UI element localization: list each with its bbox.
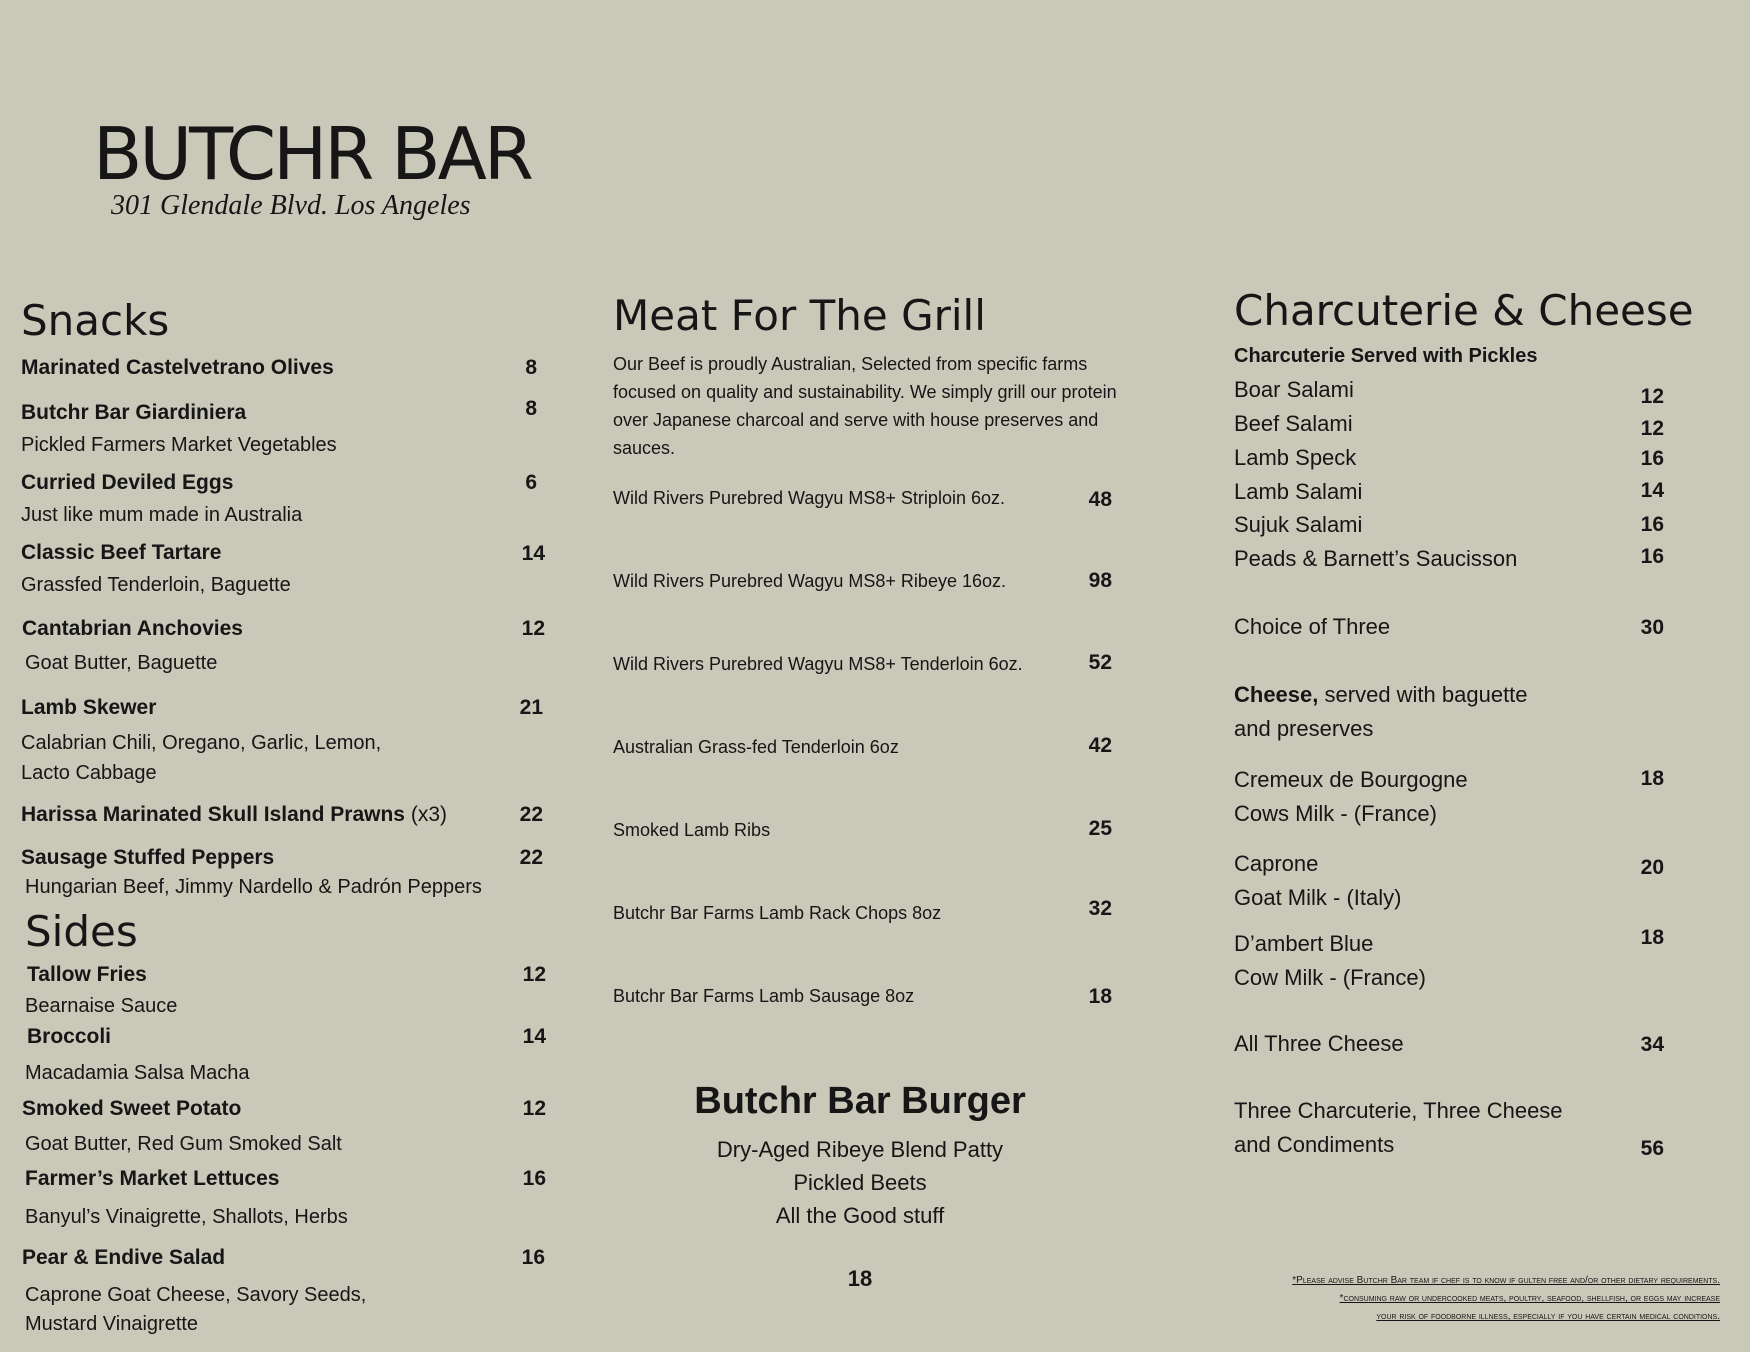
snacks-title: Snacks <box>21 296 170 345</box>
menu-item-desc: Mustard Vinaigrette <box>25 1313 199 1335</box>
choice-of-three: Choice of Three <box>1234 614 1391 639</box>
menu-item-name: Lamb Salami <box>1234 479 1363 504</box>
disclaimer-line: your risk of foodborne illness, especially if you have certain medical conditions. <box>1376 1311 1720 1322</box>
menu-item-name: Curried Deviled Eggs <box>21 471 234 494</box>
menu-item-desc: Lacto Cabbage <box>21 762 157 784</box>
menu-item-price: 12 <box>522 963 546 986</box>
menu-item-name: Cantabrian Anchovies <box>22 617 243 640</box>
menu-item-desc: Calabrian Chili, Oregano, Garlic, Lemon, <box>21 732 382 754</box>
burger-price: 18 <box>847 1266 873 1291</box>
menu-item-price: 18 <box>1640 926 1664 949</box>
menu-item-price: 8 <box>525 397 537 420</box>
menu-item-price: 12 <box>1640 417 1664 440</box>
menu-item-price: 20 <box>1640 856 1664 879</box>
menu-item-price: 16 <box>1640 545 1664 568</box>
menu-item-name: Pear & Endive Salad <box>22 1246 226 1269</box>
menu-item-price: 12 <box>1640 385 1664 408</box>
disclaimer-line: *consuming raw or undercooked meats, poultry, seafood, shellfish, or eggs may increase <box>1339 1293 1720 1304</box>
combo-line: and Condiments <box>1234 1132 1395 1157</box>
menu-item-price: 8 <box>525 356 537 379</box>
choice-of-three-price: 30 <box>1640 616 1664 639</box>
menu-item-price: 18 <box>1088 985 1112 1008</box>
menu-item-name: Sausage Stuffed Peppers <box>21 846 275 869</box>
menu-item-name-wrap <box>21 803 447 827</box>
menu-item-name: Harissa Marinated Skull Island Prawns <box>21 803 405 826</box>
burger-desc-line: Pickled Beets <box>793 1170 927 1195</box>
menu-item-desc: Hungarian Beef, Jimmy Nardello & Padrón Peppers <box>25 876 482 898</box>
menu-item-name: Boar Salami <box>1234 377 1354 402</box>
menu-item-price: 12 <box>521 617 545 640</box>
charcuterie-title: Charcuterie & Cheese <box>1234 286 1694 335</box>
menu-item-name: Wild Rivers Purebred Wagyu MS8+ Striploin 6oz. <box>613 488 1005 508</box>
menu-item-price: 22 <box>519 803 543 826</box>
menu-item-name: Marinated Castelvetrano Olives <box>21 356 334 379</box>
menu-item-price: 98 <box>1088 569 1112 592</box>
menu-item-price: 14 <box>521 542 545 565</box>
menu-item-name: Sujuk Salami <box>1234 512 1363 537</box>
burger-desc-line: Dry-Aged Ribeye Blend Patty <box>716 1137 1004 1162</box>
menu-item-desc: Macadamia Salsa Macha <box>25 1062 250 1084</box>
menu-item-name: Wild Rivers Purebred Wagyu MS8+ Tenderloin 6oz. <box>613 654 1023 674</box>
menu-item-desc: Goat Butter, Red Gum Smoked Salt <box>25 1133 342 1155</box>
menu-item-price: 14 <box>1640 479 1664 502</box>
menu-item-price: 32 <box>1088 897 1112 920</box>
brand-address: 301 Glendale Blvd. Los Angeles <box>111 190 471 221</box>
disclaimer-line: *Please advise Butchr Bar team if chef is to know if gulten free and/or other dietary requirements. <box>1292 1275 1720 1286</box>
menu-item-price: 48 <box>1088 488 1112 511</box>
all-three-cheese: All Three Cheese <box>1234 1031 1404 1056</box>
menu-item-name: Broccoli <box>27 1025 112 1048</box>
menu-item-price: 16 <box>1640 513 1664 536</box>
menu-item-name: Butchr Bar Giardiniera <box>21 401 247 424</box>
menu-item-desc: Goat Butter, Baguette <box>25 652 218 674</box>
grill-intro: Our Beef is proudly Australian, Selected from specific farms focused on quality and sustainability. We simply grill our protein over Japanese charcoal and serve with house preserves and sauces. <box>613 354 1117 458</box>
combo-line: Three Charcuterie, Three Cheese <box>1234 1098 1563 1123</box>
menu-item-name: Smoked Sweet Potato <box>22 1097 242 1120</box>
menu-item-name: Australian Grass-fed Tenderloin 6oz <box>613 737 899 757</box>
burger-desc-line: All the Good stuff <box>775 1203 945 1228</box>
menu-item-desc: Goat Milk - (Italy) <box>1234 885 1402 910</box>
menu-item-name-suffix: (x3) <box>410 803 447 826</box>
menu-item-price: 21 <box>519 696 543 719</box>
menu-item-price: 16 <box>521 1246 545 1269</box>
menu-item-price: 14 <box>522 1025 546 1048</box>
menu-item-desc: Grassfed Tenderloin, Baguette <box>21 574 291 596</box>
menu-item-price: 52 <box>1088 651 1112 674</box>
menu-item-price: 6 <box>525 471 537 494</box>
cheese-heading <box>1234 682 1528 708</box>
menu-item-name: Lamb Skewer <box>21 696 157 719</box>
menu-item-name: Wild Rivers Purebred Wagyu MS8+ Ribeye 16oz. <box>613 571 1006 591</box>
menu-item-name: Smoked Lamb Ribs <box>613 820 771 840</box>
menu-item-name: Farmer’s Market Lettuces <box>25 1167 280 1190</box>
menu-item-name: Peads & Barnett’s Saucisson <box>1234 546 1518 571</box>
menu-item-desc: Cows Milk - (France) <box>1234 801 1437 826</box>
charcuterie-subtitle: Charcuterie Served with Pickles <box>1234 345 1538 367</box>
menu-item-name: Butchr Bar Farms Lamb Rack Chops 8oz <box>613 903 942 923</box>
menu-item-name: D’ambert Blue <box>1234 931 1374 956</box>
combo-price: 56 <box>1640 1137 1664 1160</box>
brand-title: BUTCHR BAR <box>93 112 531 196</box>
menu-item-price: 16 <box>1640 447 1664 470</box>
menu-item-price: 12 <box>522 1097 546 1120</box>
menu-item-name: Lamb Speck <box>1234 445 1357 470</box>
menu-item-name: Caprone <box>1234 851 1319 876</box>
all-three-cheese-price: 34 <box>1640 1033 1664 1056</box>
menu-item-desc: Just like mum made in Australia <box>21 504 303 526</box>
menu-item-desc: Cow Milk - (France) <box>1234 965 1426 990</box>
burger-title: Butchr Bar Burger <box>694 1080 1026 1122</box>
dietary-disclaimer <box>1120 1272 1720 1326</box>
menu-item-name: Tallow Fries <box>27 963 147 986</box>
grill-title: Meat For The Grill <box>613 291 986 340</box>
menu-item-name: Butchr Bar Farms Lamb Sausage 8oz <box>613 986 915 1006</box>
menu-item-name: Beef Salami <box>1234 411 1353 436</box>
menu-item-desc: Pickled Farmers Market Vegetables <box>21 434 337 456</box>
menu-item-desc: Bearnaise Sauce <box>25 995 178 1017</box>
cheese-heading-desc: served with baguette <box>1324 682 1528 707</box>
cheese-heading-label: Cheese, <box>1234 682 1319 707</box>
menu-item-desc: Caprone Goat Cheese, Savory Seeds, <box>25 1284 367 1306</box>
menu-item-price: 25 <box>1088 817 1112 840</box>
sides-title: Sides <box>25 907 138 956</box>
menu-item-name: Classic Beef Tartare <box>21 541 222 564</box>
menu-item-price: 22 <box>519 846 543 869</box>
menu-item-name: Cremeux de Bourgogne <box>1234 767 1468 792</box>
menu-item-price: 16 <box>522 1167 546 1190</box>
menu-item-desc: Banyul’s Vinaigrette, Shallots, Herbs <box>25 1206 348 1228</box>
menu-item-price: 42 <box>1088 734 1112 757</box>
menu-item-price: 18 <box>1640 767 1664 790</box>
cheese-heading-line2: and preserves <box>1234 716 1374 741</box>
